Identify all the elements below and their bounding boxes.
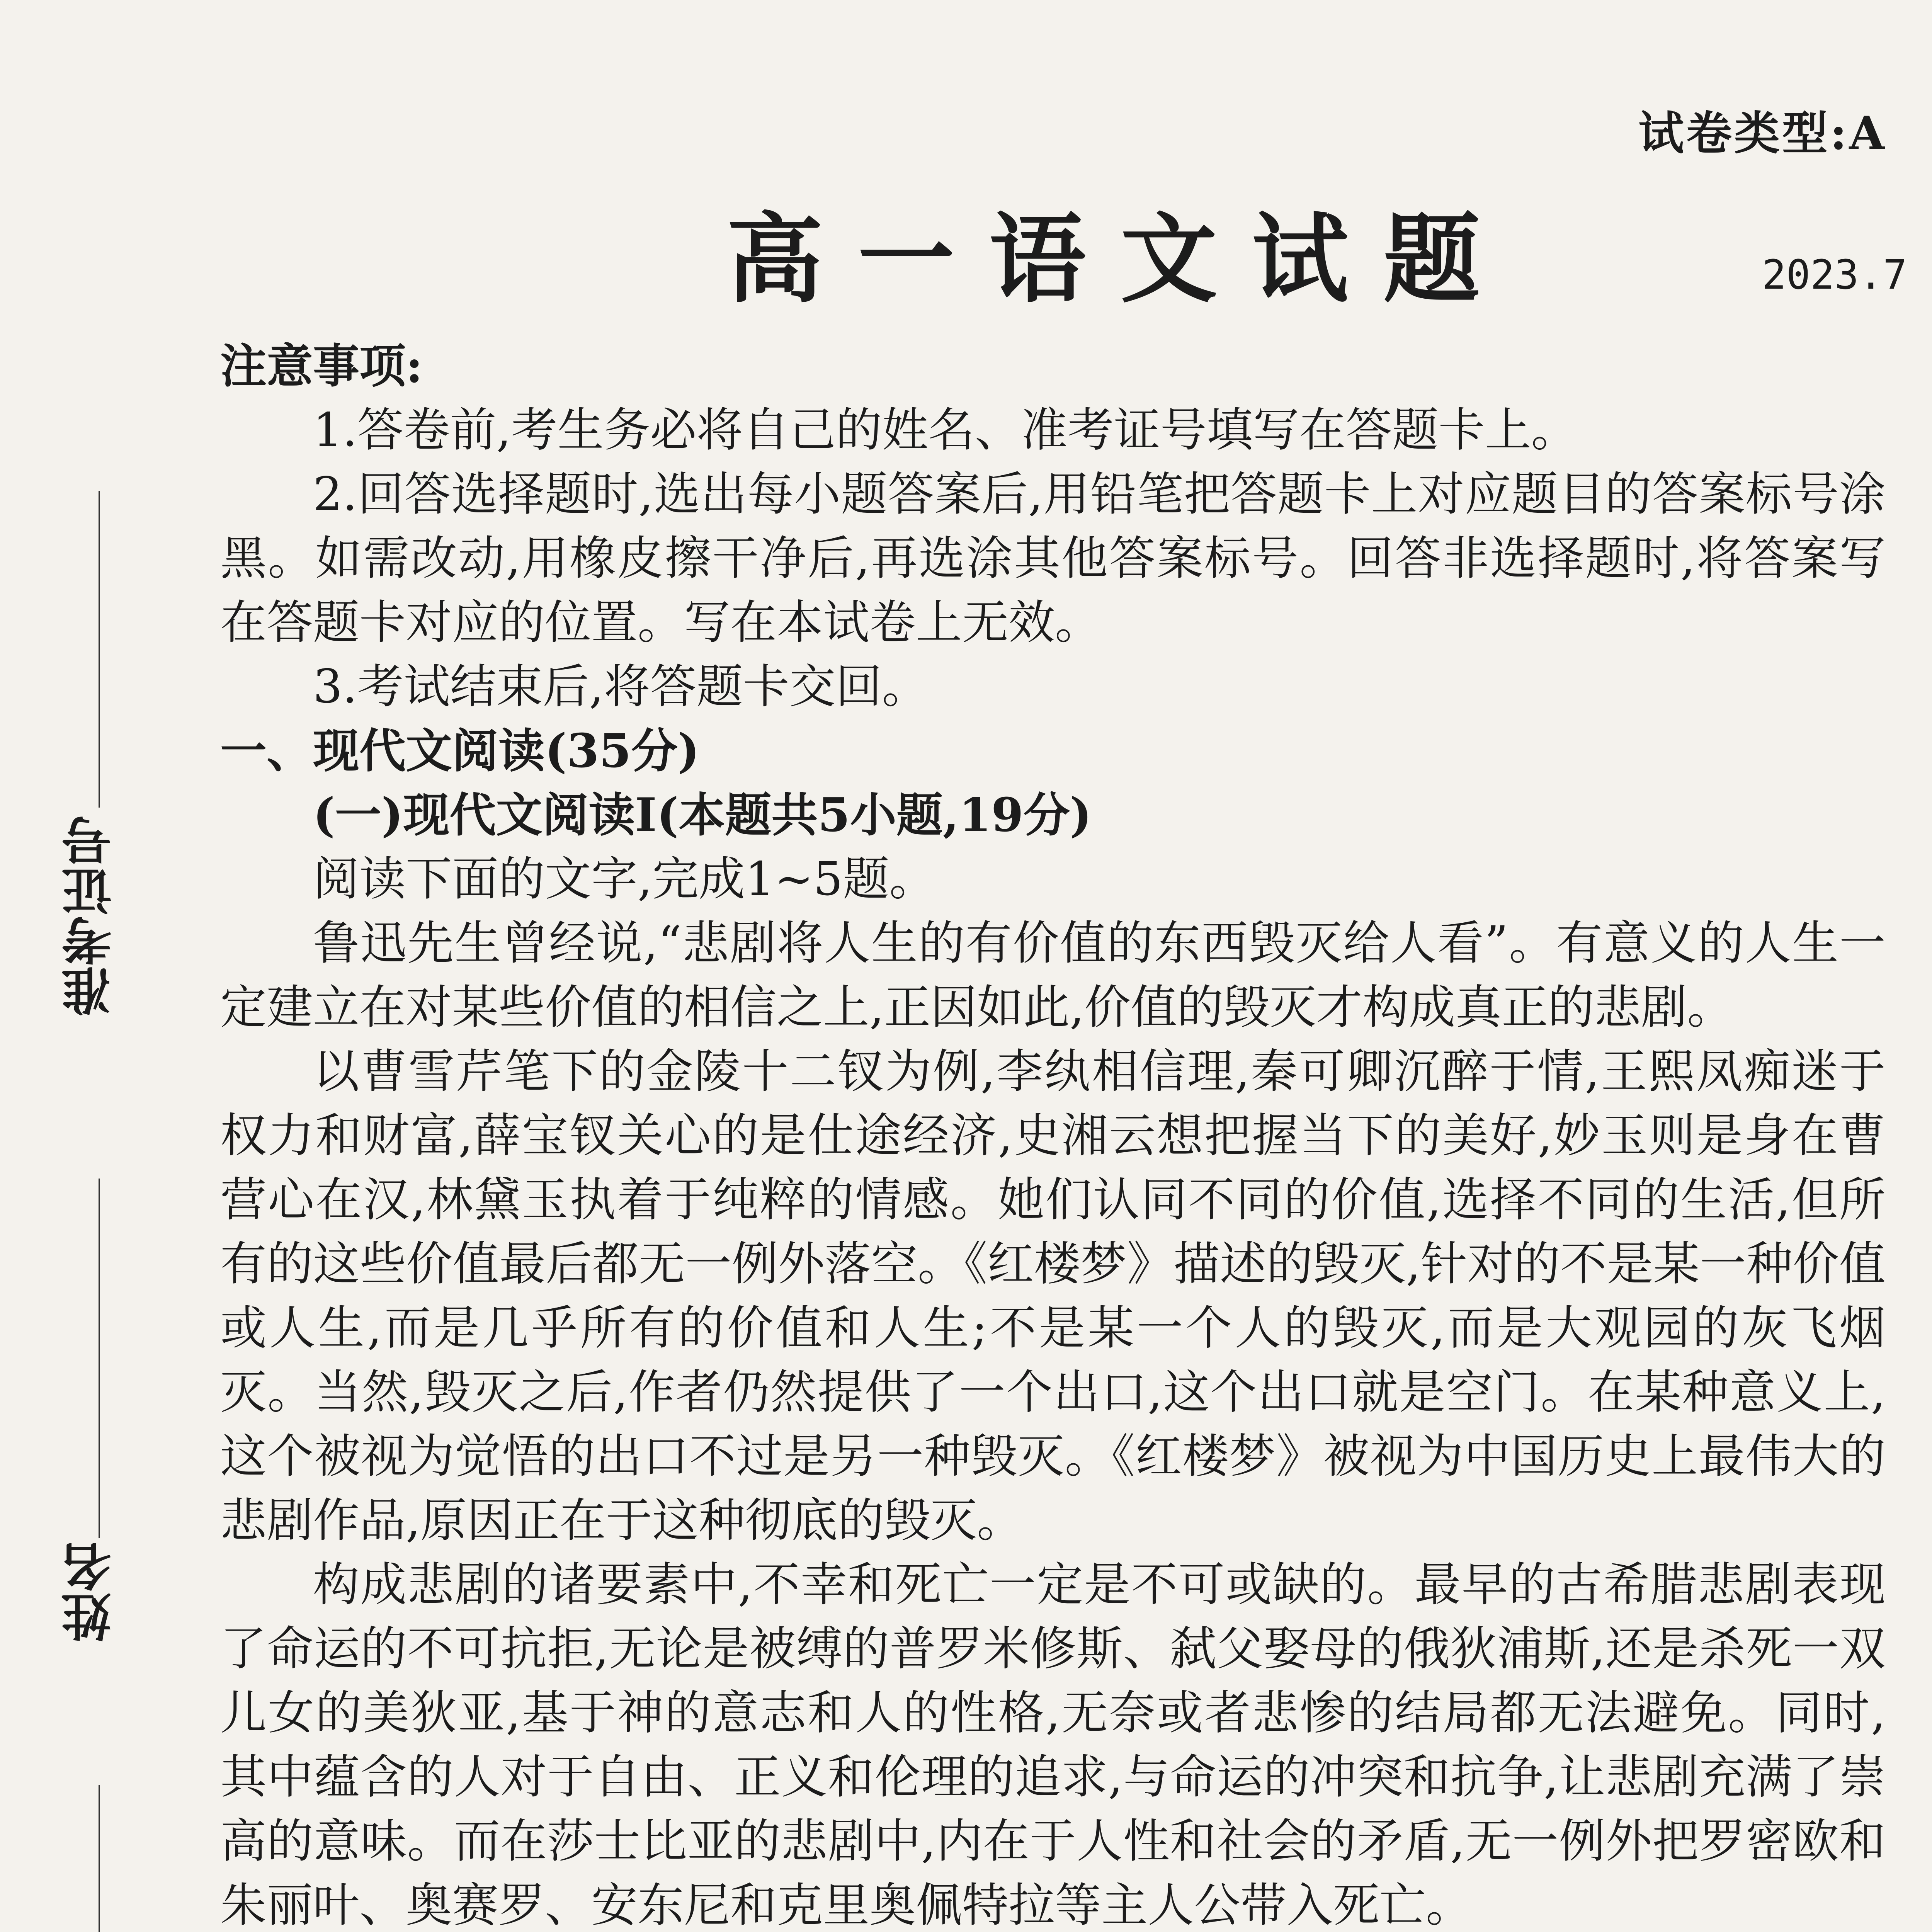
notice-item: 2.回答选择题时,选出每小题答案后,用铅笔把答题卡上对应题目的答案标号涂黑。如需改动,用橡皮擦干净后,再选涂其他答案标号。回答非选择题时,将答案写在答题卡对应的位置。写在本试卷上无效。: [220, 468, 1886, 650]
document-body: [220, 334, 1886, 1932]
exam-number-label: 准考证号: [61, 815, 120, 1016]
notice-heading: 注意事项:: [220, 339, 423, 393]
page-title: 高一语文试题: [726, 202, 1515, 316]
exam-date: 2023.7: [1762, 251, 1907, 298]
notice-item: 3.考试结束后,将答题卡交回。: [313, 660, 929, 714]
reading-instruction: 阅读下面的文字,完成1~5题。: [313, 852, 936, 906]
passage-paragraph: 以曹雪芹笔下的金陵十二钗为例,李纨相信理,秦可卿沉醉于情,王熙凤痴迷于权力和财富,薛宝钗关心的是仕途经济,史湘云想把握当下的美好,妙玉则是身在曹营心在汉,林黛玉执着于纯粹的情感。她们认同不同的价值,选择不同的生活,但所有的这些价值最后都无一例外落空。《红楼梦》描述的毁灭,针对的不是某一种价值或人生,而是几乎所有的价值和人生;不是某一个人的毁灭,而是大观园的灰飞烟灭。当然,毁灭之后,作者仍然提供了一个出口,这个出口就是空门。在某种意义上,这个被视为觉悟的出口不过是另一种毁灭。《红楼梦》被视为中国历史上最伟大的悲剧作品,原因正在于这种彻底的毁灭。: [220, 1045, 1886, 1548]
paper-type: 试卷类型:A: [1638, 106, 1887, 160]
exam-number-line: [99, 491, 100, 808]
school-line: [99, 1785, 100, 1932]
sub-section-heading: (一)现代文阅读Ⅰ(本题共5小题,19分): [313, 788, 1092, 842]
notice-item: 1.答卷前,考生务必将自己的姓名、准考证号填写在答题卡上。: [313, 403, 1578, 457]
passage-paragraph: 构成悲剧的诸要素中,不幸和死亡一定是不可或缺的。最早的古希腊悲剧表现了命运的不可抗拒,无论是被缚的普罗米修斯、弑父娶母的俄狄浦斯,还是杀死一双儿女的美狄亚,基于神的意志和人的性格,无奈或者悲惨的结局都无法避免。同时,其中蕴含的人对于自由、正义和伦理的追求,与命运的冲突和抗争,让悲剧充满了崇高的意味。而在莎士比亚的悲剧中,内在于人性和社会的矛盾,无一例外把罗密欧和朱丽叶、奥赛罗、安东尼和克里奥佩特拉等主人公带入死亡。: [220, 1558, 1886, 1932]
name-line: [99, 1179, 100, 1538]
section-heading: 一、现代文阅读(35分): [220, 724, 700, 778]
passage-paragraph: 鲁迅先生曾经说,“悲剧将人生的有价值的东西毁灭给人看”。有意义的人生一定建立在对某些价值的相信之上,正因如此,价值的毁灭才构成真正的悲剧。: [220, 917, 1886, 1034]
name-label: 姓名: [61, 1542, 120, 1642]
